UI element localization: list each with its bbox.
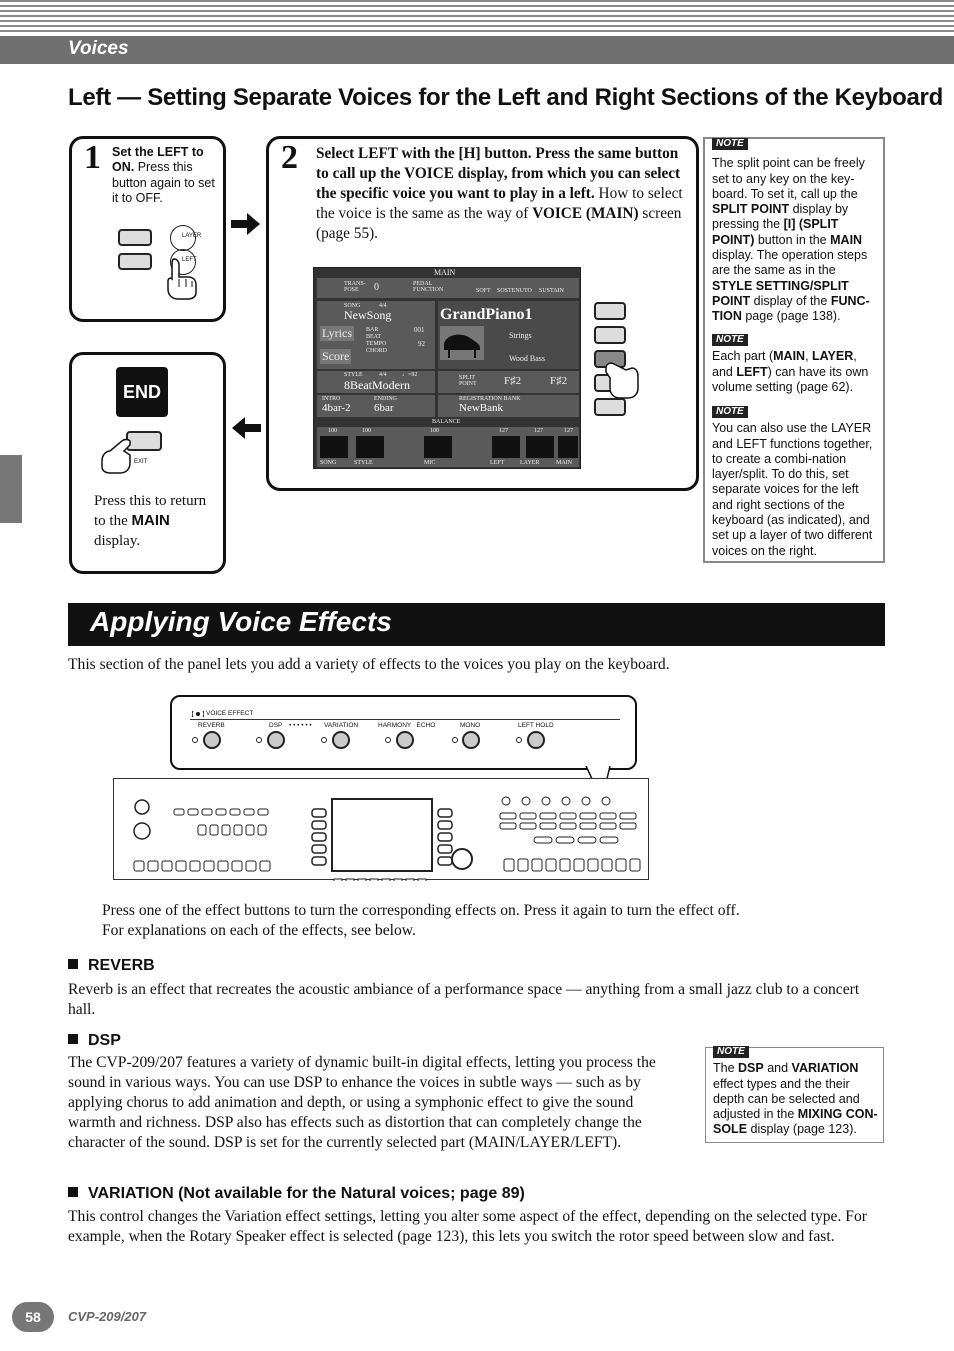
beat-label: BEAT (366, 334, 381, 340)
main-voice-name[interactable]: GrandPiano1 (440, 306, 533, 323)
note-1-badge: NOTE (712, 138, 748, 150)
note-1 (712, 135, 878, 325)
layer-voice-name[interactable]: Strings (509, 331, 532, 340)
notes-column (703, 137, 885, 563)
reverb-label: REVERB (198, 722, 225, 729)
style-label: STYLE (344, 372, 363, 378)
step2-side-buttons (590, 302, 640, 418)
end-text-bold: MAIN (131, 512, 170, 529)
step2-text-bold2: VOICE (MAIN) (532, 205, 639, 222)
reverb-text: Reverb is an effect that recreates the acoustic ambiance of a performance space — anything from a small jazz club to a concert hall. (68, 981, 860, 1018)
style-name[interactable]: 8BeatModern (344, 378, 410, 392)
end-text-2: display. (94, 533, 141, 549)
variation-led (321, 737, 327, 743)
arrow-right-icon (231, 212, 261, 236)
step1-panel-illustration (112, 225, 212, 305)
layer-label: LAYER (182, 233, 202, 239)
dsp-dots: • • • • • • (289, 722, 312, 729)
ending-value[interactable]: 6bar (374, 402, 394, 414)
balance-layer: 127 (534, 428, 543, 434)
bullet-square-icon (68, 1034, 78, 1044)
tempo-label: TEMPO (366, 341, 387, 347)
voice-effect-label: VOICE EFFECT (206, 710, 254, 717)
dsp-heading (68, 1032, 121, 1050)
bottom-label-layer: LAYER (520, 460, 540, 466)
instruction-1: Press one of the effect buttons to turn the corresponding effects on. Press it again to turn the effect off. (102, 902, 740, 919)
section-intro: This section of the panel lets you add a variety of effects to the voices you play on the keyboard. (68, 656, 670, 673)
dsp-led (256, 737, 262, 743)
transpose-label: TRANS-POSE (344, 281, 366, 293)
section-header-label: Voices (68, 38, 129, 59)
left-voice-name[interactable]: Wood Bass (509, 354, 546, 363)
voice-effect-rule (190, 719, 620, 720)
grand-piano-icon (440, 326, 484, 360)
song-meter: 4/4 (379, 303, 387, 309)
left-hold-button[interactable] (527, 731, 545, 749)
dsp-text: The CVP-209/207 features a variety of dynamic built-in digital effects, letting you process the sound in various ways. You can use DSP to enhance the voices in subtle ways — such as by applying chorus to add animation and depth, or using a symphonic effect to give the sound warmth and richness. DSP also has effects such as distortion that can completely change the character of the sound. DSP is set for the currently selected part (MAIN/LAYER/LEFT). (68, 1054, 656, 1151)
pointing-hand-icon (100, 437, 134, 475)
step2-instruction (316, 144, 692, 244)
note-2-badge: NOTE (712, 334, 748, 346)
dsp-heading-text: DSP (88, 1032, 121, 1049)
variation-heading-text: VARIATION (Not available for the Natural voices; page 89) (88, 1185, 525, 1202)
end-logo-text: END (122, 382, 161, 402)
dsp-label: DSP (269, 722, 283, 729)
voice-effect-icon (192, 710, 204, 718)
dsp-note-inner (713, 1043, 879, 1138)
reverb-heading-text: REVERB (88, 957, 155, 974)
instruction-2: For explanations on each of the effects, see below. (102, 922, 416, 939)
balance-label: BALANCE (432, 419, 461, 425)
bottom-label-song: SONG (320, 460, 337, 466)
dsp-button[interactable] (267, 731, 285, 749)
layer-button[interactable] (118, 229, 152, 246)
transpose-value: 0 (374, 282, 379, 293)
step2-number: 2 (281, 139, 298, 176)
harmony-echo-button[interactable] (396, 731, 414, 749)
balance-style: 100 (362, 428, 371, 434)
pedal-sostenuto: SOSTENUTO (497, 288, 532, 294)
song-name[interactable]: NewSong (344, 308, 392, 322)
ending-label: ENDING (374, 396, 397, 402)
tempo-value: 92 (418, 340, 425, 348)
voice-effect-callout (170, 695, 637, 770)
step1-text-bold: Set the LEFT to ON. (112, 145, 204, 175)
dsp-note-text: The DSP and VARIATION effect types and the their depth can be selected and adjusted in the MIXING CON-SOLE display (page 123). (713, 1061, 878, 1137)
reverb-heading (68, 957, 155, 975)
balance-mic: 100 (430, 428, 439, 434)
dsp-note-badge: NOTE (713, 1046, 749, 1058)
left-label: LEFT (182, 257, 197, 263)
page-title: Left — Setting Separate Voices for the Left and Right Sections of the Keyboard (68, 84, 943, 111)
step1-instruction (112, 145, 224, 206)
full-control-panel (113, 778, 649, 880)
f-button[interactable] (594, 302, 626, 320)
step1-box (69, 136, 226, 322)
score-button[interactable]: Score (322, 349, 350, 363)
model-name: CVP-209/207 (68, 1309, 147, 1324)
bar-label: BAR (366, 327, 379, 333)
split-label: SPLIT POINT (459, 375, 477, 387)
note-2 (712, 331, 878, 395)
chapter-side-tab (0, 455, 22, 523)
harmony-echo-led (385, 737, 391, 743)
end-logo (116, 367, 168, 417)
mono-led (452, 737, 458, 743)
note-1-text: The split point can be freely set to any key on the key-board. To set it, call up the SPLIT POINT display by pressing the [I] (SPLIT POINT) button in the MAIN display. The operation steps are the same as in the STYLE SETTING/SPLIT POINT display of the FUNC-TION page (page 138). (712, 156, 870, 324)
main-display-screen (313, 267, 581, 469)
bullet-square-icon (68, 1187, 78, 1197)
mono-button[interactable] (462, 731, 480, 749)
left-hold-label: LEFT HOLD (518, 722, 554, 729)
pedal-sustain: SUSTAIN (539, 288, 564, 294)
bottom-label-mic: MIC (424, 460, 436, 466)
variation-heading (68, 1185, 525, 1203)
balance-left: 127 (499, 428, 508, 434)
split-value-right: F♯2 (550, 375, 568, 387)
end-text-1: Press this to return to the (94, 493, 207, 529)
bottom-label-left: LEFT (490, 460, 505, 466)
step1-text: Press this button again to set it to OFF. (112, 160, 215, 205)
bank-label: REGISTRATION BANK (459, 396, 521, 402)
end-instruction (94, 491, 214, 551)
left-hold-led (516, 737, 522, 743)
g-button[interactable] (594, 326, 626, 344)
end-step-box (69, 352, 226, 574)
bottom-label-main: MAIN (556, 460, 572, 466)
section-header-bar (0, 36, 954, 64)
section-title: Applying Voice Effects (90, 606, 392, 637)
reverb-led (192, 737, 198, 743)
screen-header: MAIN (434, 268, 456, 277)
step2-text-normal: How to select the voice is the same as the way of (316, 185, 683, 222)
split-value-left: F♯2 (504, 375, 522, 387)
balance-sliders (320, 436, 578, 458)
arrow-left-icon (231, 416, 261, 440)
left-button[interactable] (118, 253, 152, 270)
section-title-bar (68, 603, 885, 646)
reverb-button[interactable] (203, 731, 221, 749)
mono-label: MONO (460, 722, 481, 729)
step2-text-tail: screen (page 55). (316, 205, 682, 242)
step1-number: 1 (84, 139, 101, 176)
intro-value[interactable]: 4bar-2 (322, 402, 351, 414)
step2-text-bold: Select LEFT with the [H] button. Press the same button to call up the VOICE display, from which you can select the specific voice you want to play in a left. (316, 145, 681, 202)
j-button[interactable] (594, 398, 626, 416)
lyrics-button[interactable]: Lyrics (322, 326, 352, 340)
pedal-label: PEDAL FUNCTION (413, 281, 444, 293)
note-3-badge: NOTE (712, 406, 748, 418)
dsp-note (705, 1047, 884, 1143)
pointing-hand-icon (162, 257, 202, 301)
note-2-text: Each part (MAIN, LAYER, and LEFT) can have its own volume setting (page 62). (712, 349, 869, 394)
bullet-square-icon (68, 959, 78, 969)
style-tempo: ♩=92 (402, 372, 418, 378)
exit-label: EXIT (134, 459, 148, 465)
pressing-hand-icon (604, 360, 640, 400)
note-3-text: You can also use the LAYER and LEFT functions together, to create a combi-nation layer/split. To do this, set separate voices for the left and right sections of the keyboard (as indicated), and set up a layer of two different voices on the right. (712, 421, 873, 558)
bar-value: 001 (414, 326, 425, 334)
panel-diagram (114, 779, 650, 881)
variation-button[interactable] (332, 731, 350, 749)
bank-name[interactable]: NewBank (459, 402, 503, 414)
song-label: SONG (344, 303, 361, 309)
header-stripes (0, 0, 954, 36)
pedal-soft: SOFT (476, 288, 491, 294)
style-meter: 4/4 (379, 372, 387, 378)
balance-main: 127 (564, 428, 573, 434)
balance-song: 100 (328, 428, 337, 434)
intro-label: INTRO (322, 396, 341, 402)
variation-label: VARIATION (324, 722, 359, 729)
variation-text: This control changes the Variation effect settings, letting you alter some aspect of the effect, depending on the selected type. For example, when the Rotary Speaker effect is selected (page 123), this lets you switch the rotor speed between slow and fast. (68, 1208, 867, 1245)
page-number: 58 (12, 1302, 54, 1332)
bottom-label-style: STYLE (354, 460, 373, 466)
note-3 (712, 403, 878, 559)
chord-label: CHORD (366, 348, 388, 354)
harmony-echo-label: HARMONY ECHO (378, 722, 436, 729)
